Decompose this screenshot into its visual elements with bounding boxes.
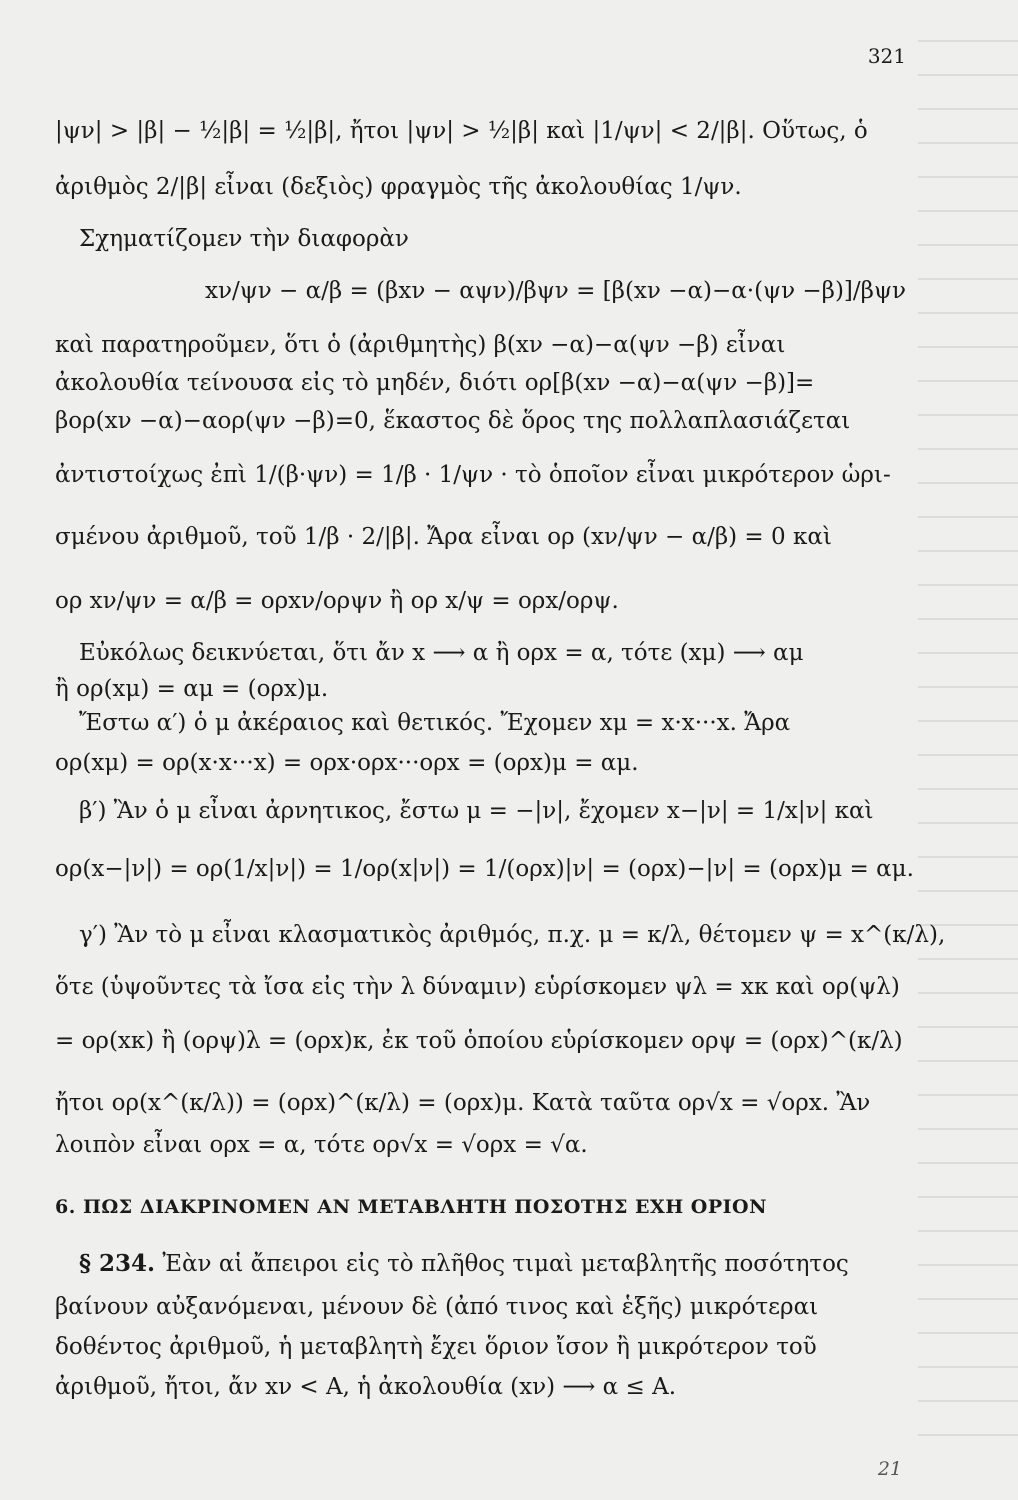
text-line: ἀκολουθία τείνουσα εἰς τὸ μηδέν, διότι ορ[β(xν −α)−α(ψν −β)]= <box>55 370 815 396</box>
text-line: ὅτε (ὑψοῦντες τὰ ἴσα εἰς τὴν λ δύναμιν) εὑρίσκομεν ψλ = xκ καὶ ορ(ψλ) <box>55 974 900 1000</box>
text-line: ορ(xμ) = ορ(x·x···x) = ορx·ορx···ορx = (ορx)μ = αμ. <box>55 750 639 776</box>
section-text: Ἐὰν αἱ ἄπειροι εἰς τὸ πλῆθος τιμαὶ μεταβλητῆς ποσότητος <box>162 1251 849 1277</box>
text-line: β′) Ἂν ὁ μ εἶναι ἀρνητικος, ἔστω μ = −|ν|, ἔχομεν x−|ν| = 1/x|ν| καὶ <box>79 798 874 824</box>
text-line: βορ(xν −α)−αορ(ψν −β)=0, ἕκαστος δὲ ὅρος της πολλαπλασιάζεται <box>55 408 851 434</box>
page-number: 321 <box>867 44 906 68</box>
text-line: Ἔστω α′) ὁ μ ἀκέραιος καὶ θετικός. Ἔχομεν xμ = x·x···x. Ἄρα <box>79 710 791 736</box>
text-line: καὶ παρατηροῦμεν, ὅτι ὁ (ἀριθμητὴς) β(xν −α)−α(ψν −β) εἶναι <box>55 332 786 358</box>
text-line: δοθέντος ἀριθμοῦ, ἡ μεταβλητὴ ἔχει ὅριον ἴσον ἢ μικρότερον τοῦ <box>55 1334 817 1360</box>
text-line: |ψν| > |β| − ½|β| = ½|β|, ἤτοι |ψν| > ½|β| καὶ |1/ψν| < 2/|β|. Οὕτως, ὁ <box>55 118 868 144</box>
text-line: βαίνουν αὐξανόμεναι, μένουν δὲ (ἀπό τινος καὶ ἑξῆς) μικρότεραι <box>55 1294 819 1320</box>
section-first-line <box>79 1252 849 1276</box>
equation-line: ορ(x−|ν|) = ορ(1/x|ν|) = 1/ορ(x|ν|) = 1/(ορx)|ν| = (ορx)−|ν| = (ορx)μ = αμ. <box>55 856 914 882</box>
text-line: ἀντιστοίχως ἐπὶ 1/(β·ψν) = 1/β · 1/ψν · τὸ ὁποῖον εἶναι μικρότερον ὡρι- <box>55 462 891 488</box>
text-line: = ορ(xκ) ἢ (ορψ)λ = (ορx)κ, ἐκ τοῦ ὁποίου εὑρίσκομεν ορψ = (ορx)^(κ/λ) <box>55 1028 903 1054</box>
text-line: γ′) Ἂν τὸ μ εἶναι κλασματικὸς ἀριθμός, π.χ. μ = κ/λ, θέτομεν ψ = x^(κ/λ), <box>79 922 946 948</box>
section-number: § 234. <box>79 1250 156 1277</box>
bleed-through-shadow <box>918 40 1018 1440</box>
equation-line: xν/ψν − α/β = (βxν − αψν)/βψν = [β(xν −α)−α·(ψν −β)]/βψν <box>205 278 906 304</box>
text-line: σμένου ἀριθμοῦ, τοῦ 1/β · 2/|β|. Ἄρα εἶναι ορ (xν/ψν − α/β) = 0 καὶ <box>55 524 832 550</box>
signature-mark: 21 <box>877 1458 902 1480</box>
text-line: ἀριθμοῦ, ἤτοι, ἄν xν < Α, ἡ ἀκολουθία (xν) ⟶ α ≤ Α. <box>55 1374 677 1400</box>
text-line: ἢ ορ(xμ) = αμ = (ορx)μ. <box>55 676 329 702</box>
equation-line: ορ xν/ψν = α/β = ορxν/ορψν ἢ ορ x/ψ = ορx/ορψ. <box>55 588 619 614</box>
text-line: Εὐκόλως δεικνύεται, ὅτι ἄν x ⟶ α ἢ ορx = α, τότε (xμ) ⟶ αμ <box>79 640 804 666</box>
text-line: ἀριθμὸς 2/|β| εἶναι (δεξιὸς) φραγμὸς τῆς ἀκολουθίας 1/ψν. <box>55 174 742 200</box>
section-heading: 6. ΠΩΣ ΔΙΑΚΡΙΝΟΜΕΝ ΑΝ ΜΕΤΑΒΛΗΤΗ ΠΟΣΟΤΗΣ ΕΧΗ ΟΡΙΟΝ <box>55 1196 767 1218</box>
text-line: Σχηματίζομεν τὴν διαφορὰν <box>79 226 409 252</box>
text-line: λοιπὸν εἶναι ορx = α, τότε ορ√x = √ορx = √α. <box>55 1132 588 1158</box>
text-line: ἤτοι ορ(x^(κ/λ)) = (ορx)^(κ/λ) = (ορx)μ. Κατὰ ταῦτα ορ√x = √ορx. Ἂν <box>55 1090 871 1116</box>
